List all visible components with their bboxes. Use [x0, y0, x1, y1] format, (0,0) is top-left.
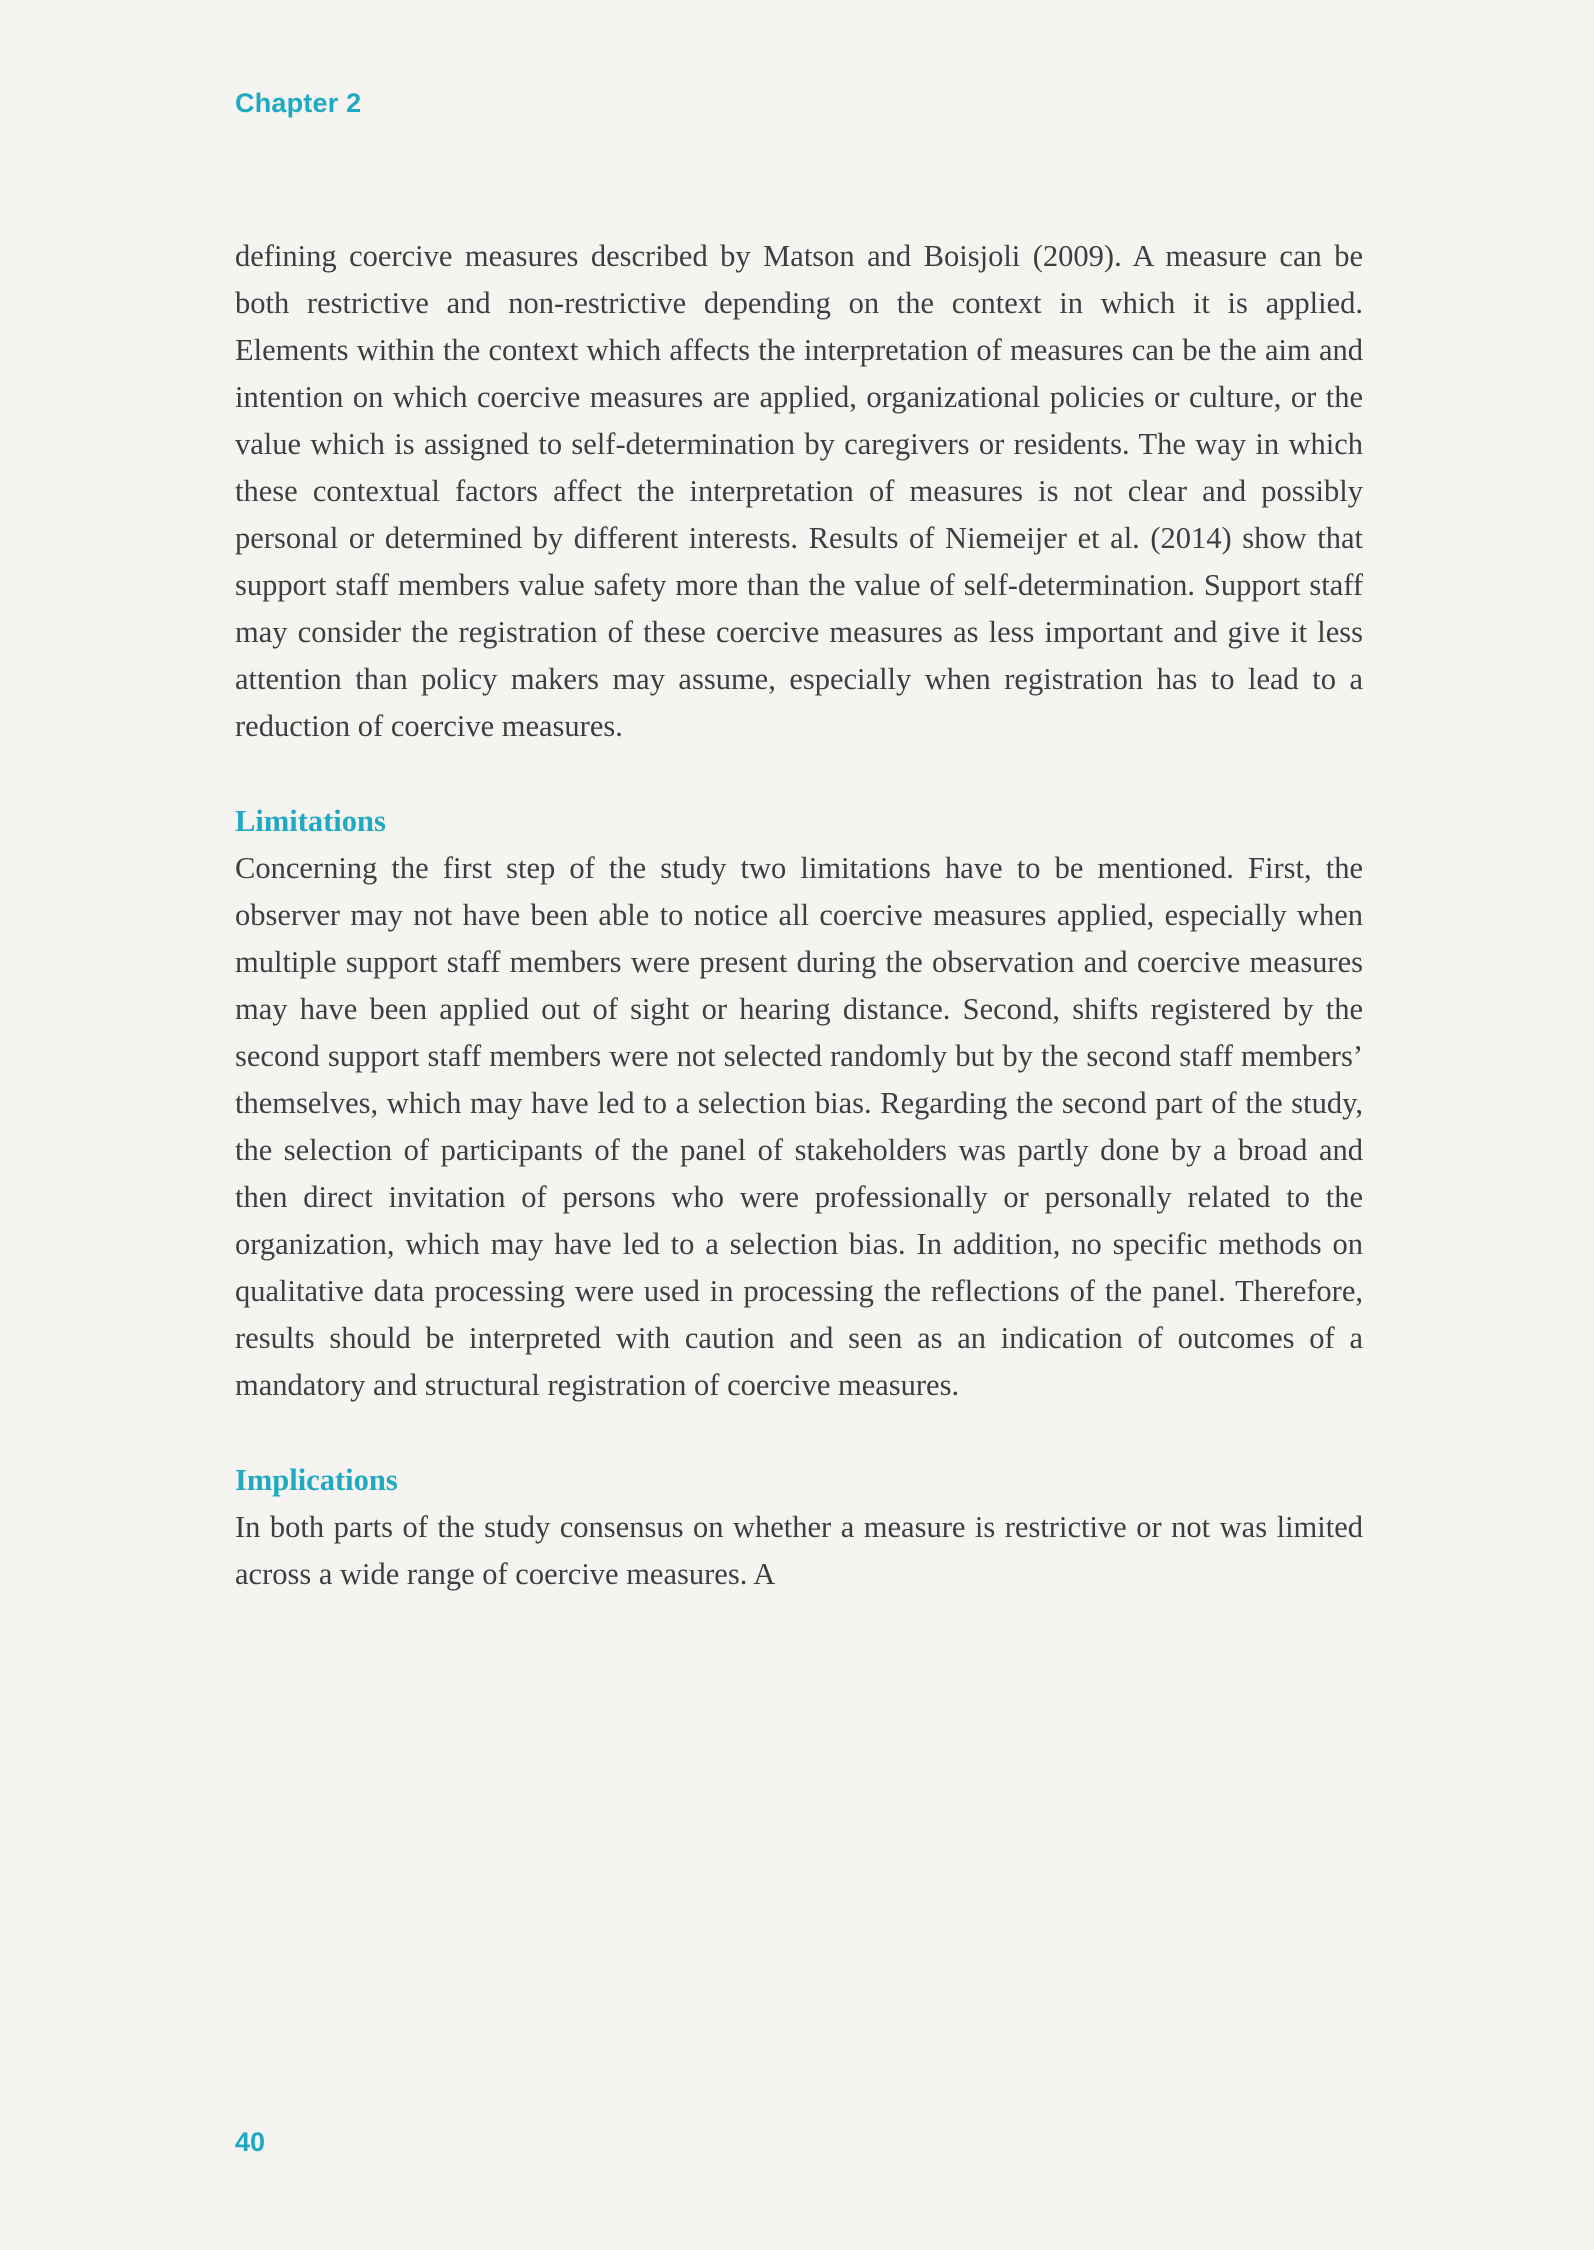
page-number: 40 [235, 2127, 266, 2157]
page-content [235, 233, 1363, 1598]
section-heading-implications: Implications [235, 1463, 398, 1497]
chapter-header: Chapter 2 [235, 88, 362, 118]
paragraph-limitations: Concerning the first step of the study two limitations have to be mentioned. First, the observer may not have been able to notice all coercive measures applied, especially when multiple support staff members were present during the observation and coercive measures may have been applied out of sight or hearing distance. Second, shifts registered by the second support staff members were not selected randomly but by the second staff members’ themselves, which may have led to a selection bias. Regarding the second part of the study, the selection of participants of the panel of stakeholders was partly done by a broad and then direct invitation of persons who were professionally or personally related to the organization, which may have led to a selection bias. In addition, no specific methods on qualitative data processing were used in processing the reflections of the panel. Therefore, results should be interpreted with caution and seen as an indication of outcomes of a mandatory and structural registration of coercive measures. [235, 851, 1363, 1402]
section-heading-limitations: Limitations [235, 804, 386, 838]
paragraph-discussion: defining coercive measures described by Matson and Boisjoli (2009). A measure can be both restrictive and non-restrictive depending on the context in which it is applied. Elements within the context which affects the interpretation of measures can be the aim and intention on which coercive measures are applied, organizational policies or culture, or the value which is assigned to self-determination by caregivers or residents. The way in which these contextual factors affect the interpretation of measures is not clear and possibly personal or determined by different interests. Results of Niemeijer et al. (2014) show that support staff members value safety more than the value of self-determination. Support staff may consider the registration of these coercive measures as less important and give it less attention than policy makers may assume, especially when registration has to lead to a reduction of coercive measures. [235, 239, 1363, 743]
paragraph-implications: In both parts of the study consensus on whether a measure is restrictive or not was limited across a wide range of coercive measures. A [235, 1510, 1363, 1591]
